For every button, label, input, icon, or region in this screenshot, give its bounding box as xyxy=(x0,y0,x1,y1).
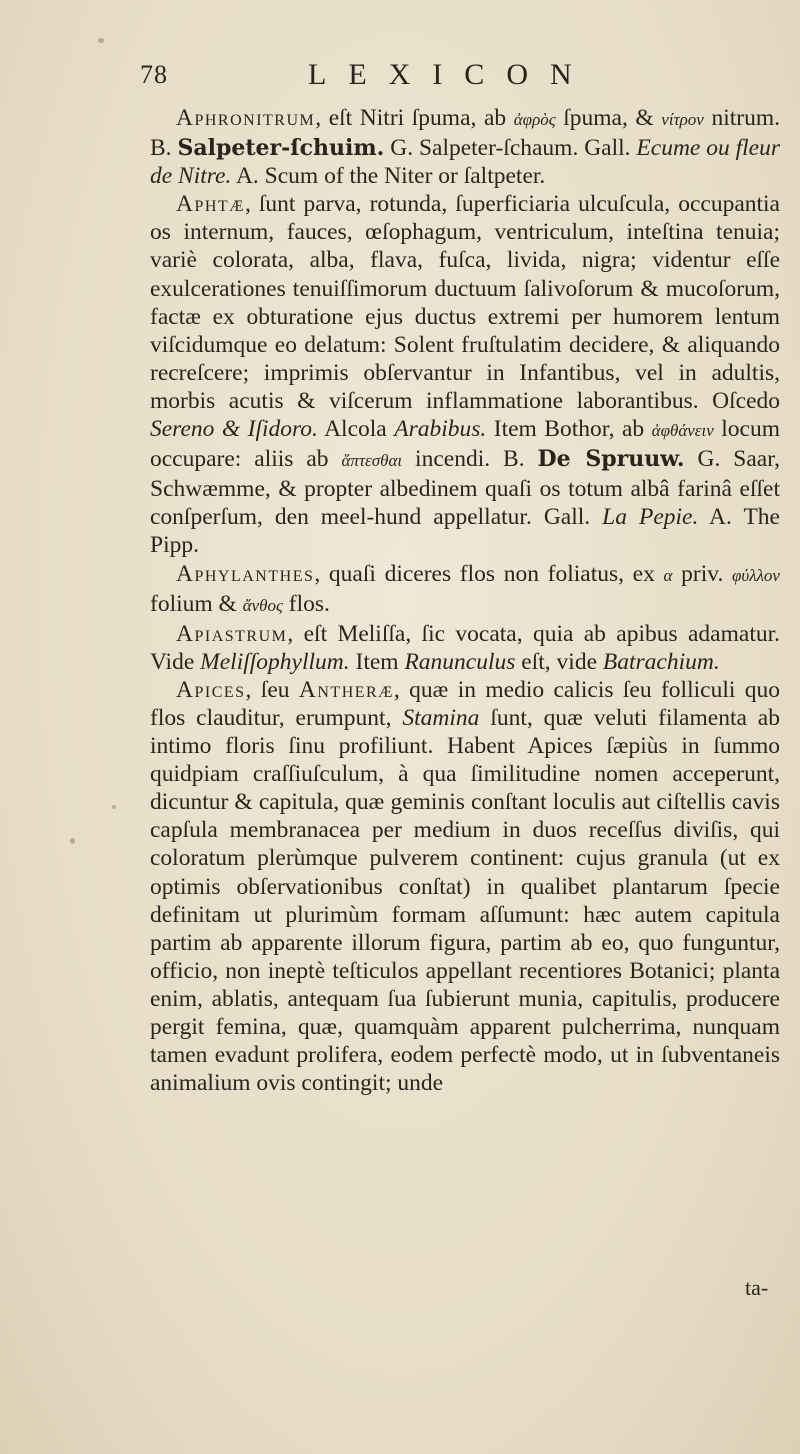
headword: Antheræ xyxy=(298,676,394,703)
entry-text: Item xyxy=(349,648,405,675)
entry-text: , eſt Meliſſa, ſic vocata, quia ab apibus adamatur. Vide xyxy=(150,620,780,675)
headword: Apiastrum xyxy=(176,620,288,647)
entry-text: G. Saar, Schwæmme, & propter albedinem quaſi os totum albâ farinâ eſſet conſperſum, den meel-hund appellatur. Gall. xyxy=(150,446,780,531)
catchword: ta- xyxy=(745,1275,769,1300)
entry-text: , ſunt parva, rotunda, ſuperficiaria ulcuſcula, occupantia os internum, fauces, œſophagum, ventriculum, inteſtina tenuia; variè colorata, alba, flava, fuſca, livida, nigra; videntur eſſe exulcerationes tenuiſſimorum ductuum ſalivoſorum & mucoſorum, factæ ex obturatione ejus ductus extremi per humorem lentum viſcidumque eo delatum: Solent fruſtulatim decidere, & aliquando recreſcere; imprimis obſervantur in Infantibus, vel in adultis, morbis acutis & viſcerum inflammatione laborantibus. Oſcedo xyxy=(150,191,780,414)
italic-term: Sereno & Iſidoro. xyxy=(150,416,318,443)
italic-term: Ranunculus xyxy=(404,648,516,675)
entry-text: locum occupare: aliis ab xyxy=(150,416,780,473)
entry-text: G. Salpeter-ſchaum. Gall. xyxy=(384,135,637,162)
entry-text: Alcola xyxy=(317,416,395,443)
italic-term: Batrachium. xyxy=(602,648,720,675)
entry-text: ſpuma, & xyxy=(555,105,662,131)
italic-term: Ecume ou fleur de Nitre. xyxy=(150,135,780,190)
italic-term: La Pepie. xyxy=(602,504,699,531)
headword: Aphronitrum xyxy=(176,105,316,131)
page-number: 78 xyxy=(140,60,168,89)
entry-text: ſunt, quæ veluti filamenta ab intimo floris ſinu profiliunt. Habent Apices ſæpiùs in ſummo quidpiam craſſiuſculum, à qua ſimilitudine nomen acceperunt, dicuntur & capitula, quæ geminis conſtant loculis aut ciſtellis cavis capſula membranacea per medium in duos receſſus diviſis, qui coloratum plerùmque pulverem continent: cujus granula (ut ex optimis obſervationibus conſtat) in qualibet plantarum ſpecie definitam ut plurimùm formam aſſumunt: hæc autem capitula partim ab apparente illorum figura, partim ab eo, quo funguntur, officio, non ineptè teſticulos appellant recentiores Botanici; planta enim, ablatis, antequam ſua ſubierunt munia, capitulis, producere pergit femina, quæ, quamquàm apparent pulcherrima, nunquam tamen evadunt prolifera, eodem perfectè modo, ut in ſubventaneis animalium ovis contingit; unde xyxy=(150,704,780,1097)
entry-text: incendi. B. xyxy=(402,446,538,473)
entry-text: A. Scum of the Niter or ſaltpeter. xyxy=(231,163,546,190)
greek-word: α xyxy=(663,565,673,585)
entry-text: , quæ in medio calicis ſeu folliculi quo flos clauditur, erumpunt, xyxy=(150,676,780,731)
entry-text: eſt, vide xyxy=(515,648,603,675)
greek-word: φύλλον xyxy=(732,565,780,585)
italic-term: Meliſſophyllum. xyxy=(200,648,350,675)
entry-aphronitrum xyxy=(150,104,780,190)
entry-text: folium & xyxy=(150,590,243,617)
entry-text: flos. xyxy=(282,590,330,617)
italic-term: Arabibus. xyxy=(394,416,487,443)
greek-word: ἅπτεσθαι xyxy=(341,451,403,471)
entry-text: A. The Pipp. xyxy=(150,504,780,559)
entry-text: , eſt Nitri ſpuma, ab xyxy=(315,105,514,131)
ink-spot xyxy=(98,38,104,43)
greek-word: ἄνθος xyxy=(242,595,283,615)
blackletter-word: Salpeter-ſchuim. xyxy=(177,135,385,162)
greek-word: νίτρον xyxy=(661,110,704,129)
entry-text: , quaſi diceres flos non foliatus, ex xyxy=(314,560,664,587)
headword: Aphylanthes xyxy=(176,560,315,587)
ink-spot xyxy=(70,838,75,844)
entry-aphylanthes xyxy=(150,560,780,620)
headword: Aphtæ xyxy=(176,191,245,218)
entry-text: , ſeu xyxy=(245,676,299,703)
entry-text: priv. xyxy=(672,560,732,587)
italic-term: Stamina xyxy=(402,704,480,731)
entry-text: nitrum. B. xyxy=(150,105,780,162)
entry-apices xyxy=(150,676,780,1097)
headword: Apices xyxy=(176,676,246,703)
dictionary-text xyxy=(150,104,780,1097)
greek-word: ἀφθάνειν xyxy=(651,421,714,441)
ink-spot xyxy=(112,805,116,809)
page-header xyxy=(140,58,770,98)
entry-text: Item Bothor, ab xyxy=(486,416,652,443)
entry-apiastrum xyxy=(150,620,780,676)
greek-word: ἀφρὸς xyxy=(513,110,556,129)
running-head: LEXICON xyxy=(308,58,594,91)
blackletter-word: De Spruuw. xyxy=(537,446,685,473)
entry-aphtae xyxy=(150,190,780,559)
